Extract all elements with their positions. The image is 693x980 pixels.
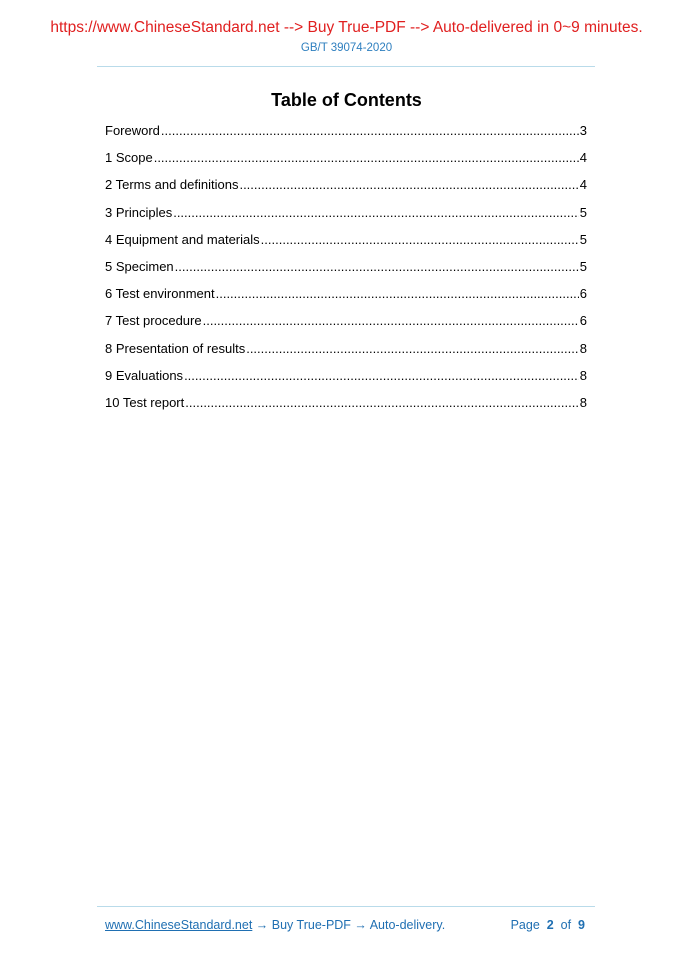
toc-entry-terms-and-definitions[interactable] xyxy=(105,176,587,203)
toc-title: Table of Contents xyxy=(271,90,422,110)
toc-entry-specimen[interactable] xyxy=(105,258,587,285)
toc-entry-label: 6 Test environment xyxy=(105,286,215,302)
toc-dot-leader xyxy=(261,231,579,249)
toc-entry-page: 6 xyxy=(579,313,587,329)
toc-dot-leader xyxy=(161,122,579,140)
top-banner-text: https://www.ChineseStandard.net --> Buy True-PDF --> Auto-delivered in 0~9 minutes. xyxy=(50,19,643,36)
footer-site-link[interactable]: www.ChineseStandard.net xyxy=(105,918,253,932)
toc-dot-leader xyxy=(185,394,579,412)
footer-promo xyxy=(105,916,445,934)
toc-entry-label: 1 Scope xyxy=(105,150,153,166)
toc-dot-leader xyxy=(216,285,579,303)
toc-entry-label: 3 Principles xyxy=(105,204,173,220)
toc-entry-evaluations[interactable] xyxy=(105,367,587,394)
toc-entry-label: 9 Evaluations xyxy=(105,367,184,383)
toc-list xyxy=(105,122,587,421)
toc-entry-page: 5 xyxy=(579,258,587,274)
toc-entry-page: 4 xyxy=(579,150,587,166)
toc-entry-test-environment[interactable] xyxy=(105,285,587,312)
toc-entry-equipment-and-materials[interactable] xyxy=(105,231,587,258)
page-footer xyxy=(105,916,587,934)
toc-entry-label: 8 Presentation of results xyxy=(105,340,246,356)
toc-dot-leader xyxy=(175,258,579,276)
toc-entry-page: 8 xyxy=(579,394,587,410)
footer-tagline: → Buy True-PDF → Auto-delivery. xyxy=(252,918,446,932)
toc-entry-page: 4 xyxy=(579,177,587,193)
header-divider xyxy=(97,66,595,67)
toc-dot-leader xyxy=(203,312,579,330)
toc-entry-page: 5 xyxy=(579,231,587,247)
toc-entry-page: 6 xyxy=(579,286,587,302)
toc-entry-page: 3 xyxy=(579,123,587,138)
of-word: of xyxy=(560,918,572,932)
toc-dot-leader xyxy=(239,176,578,194)
current-page-number: 2 xyxy=(546,918,554,932)
toc-entry-label: 2 Terms and definitions xyxy=(105,177,239,193)
toc-entry-presentation-of-results[interactable] xyxy=(105,340,587,367)
toc-entry-test-report[interactable] xyxy=(105,394,587,421)
toc-entry-label: 7 Test procedure xyxy=(105,313,202,329)
toc-entry-page: 8 xyxy=(579,340,587,356)
toc-entry-scope[interactable] xyxy=(105,149,587,176)
toc-entry-test-procedure[interactable] xyxy=(105,312,587,339)
toc-dot-leader xyxy=(173,204,579,222)
toc-entry-page: 5 xyxy=(579,204,587,220)
total-pages-number: 9 xyxy=(578,918,585,932)
toc-entry-label: 4 Equipment and materials xyxy=(105,231,260,247)
page-counter xyxy=(511,916,585,934)
toc-entry-foreword[interactable] xyxy=(105,122,587,149)
page-word: Page xyxy=(510,918,540,932)
document-code: GB/T 39074-2020 xyxy=(300,42,393,54)
footer-divider xyxy=(97,906,595,907)
toc-entry-label: Foreword xyxy=(105,123,160,138)
toc-entry-page: 8 xyxy=(579,367,587,383)
toc-entry-label: 10 Test report xyxy=(105,394,185,410)
toc-entry-principles[interactable] xyxy=(105,204,587,231)
toc-entry-label: 5 Specimen xyxy=(105,258,174,274)
toc-dot-leader xyxy=(184,367,579,385)
toc-dot-leader xyxy=(154,149,579,167)
toc-dot-leader xyxy=(246,340,579,358)
